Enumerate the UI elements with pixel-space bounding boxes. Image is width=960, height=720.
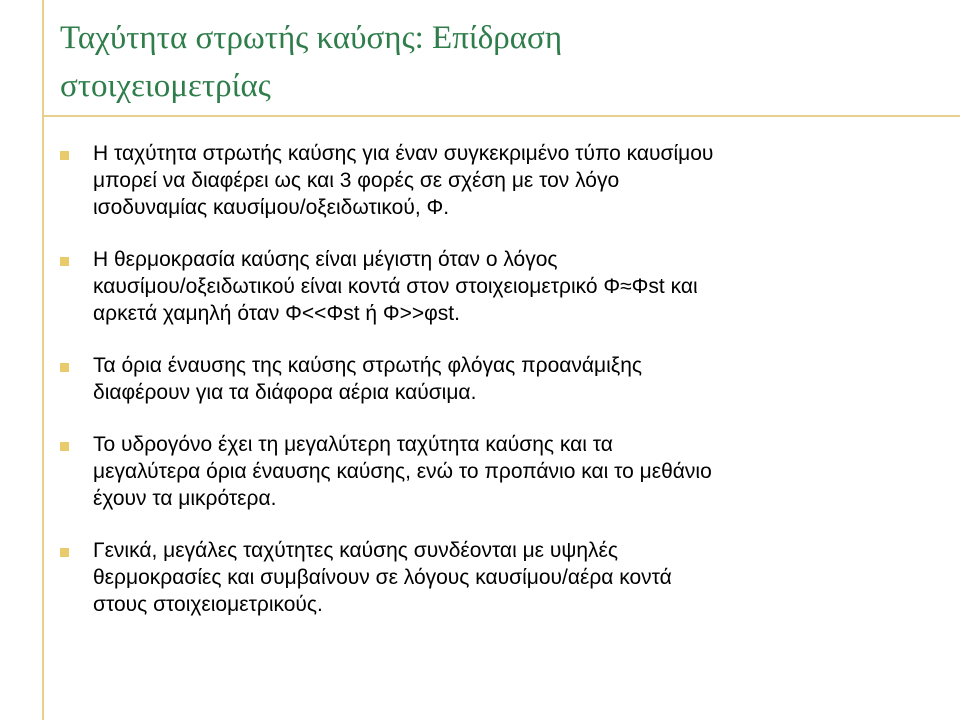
square-bullet-icon [60, 363, 69, 372]
bullet-item [60, 140, 940, 221]
title-underline [42, 115, 960, 117]
slide-title-line: στοιχειομετρίας [60, 68, 271, 104]
bullet-line: ισοδυναμίας καυσίμου/οξειδωτικού, Φ. [93, 196, 450, 219]
bullet-text [93, 352, 940, 406]
vertical-accent-line [42, 0, 44, 720]
bullet-line: μεγαλύτερα όρια έναυσης καύσης, ενώ το προπάνιο και το μεθάνιο [93, 460, 712, 483]
bullet-line: Τα όρια έναυσης της καύσης στρωτής φλόγας προανάμιξης [93, 354, 643, 377]
bullet-line: καυσίμου/οξειδωτικού είναι κοντά στον στοιχειομετρικό Φ≈Φst και [93, 275, 698, 298]
slide-title [60, 14, 940, 110]
square-bullet-icon [60, 442, 69, 451]
bullet-line: θερμοκρασίες και συμβαίνουν σε λόγους καυσίμου/αέρα κοντά [93, 566, 672, 589]
bullet-line: Η θερμοκρασία καύσης είναι μέγιστη όταν ο λόγος [93, 248, 558, 271]
bullet-line: έχουν τα μικρότερα. [93, 487, 277, 510]
slide-title-line: Ταχύτητα στρωτής καύσης: Επίδραση [60, 20, 563, 56]
bullet-text [93, 140, 940, 221]
bullet-text [93, 431, 940, 512]
bullet-item [60, 246, 940, 327]
square-bullet-icon [60, 151, 69, 160]
bullet-line: μπορεί να διαφέρει ως και 3 φορές σε σχέση με τον λόγο [93, 169, 620, 192]
bullet-line: Το υδρογόνο έχει τη μεγαλύτερη ταχύτητα καύσης και τα [93, 433, 613, 456]
bullet-item [60, 431, 940, 512]
bullet-text [93, 246, 940, 327]
bullet-text [93, 537, 940, 618]
square-bullet-icon [60, 548, 69, 557]
bullet-line: διαφέρουν για τα διάφορα αέρια καύσιμα. [93, 381, 477, 404]
bullet-list [60, 140, 940, 643]
square-bullet-icon [60, 257, 69, 266]
bullet-item [60, 537, 940, 618]
bullet-line: στους στοιχειομετρικούς. [93, 593, 323, 616]
bullet-line: Γενικά, μεγάλες ταχύτητες καύσης συνδέονται με υψηλές [93, 539, 618, 562]
bullet-line: αρκετά χαμηλή όταν Φ<<Φst ή Φ>>φst. [93, 302, 460, 325]
bullet-item [60, 352, 940, 406]
bullet-line: Η ταχύτητα στρωτής καύσης για έναν συγκεκριμένο τύπο καυσίμου [93, 142, 714, 165]
